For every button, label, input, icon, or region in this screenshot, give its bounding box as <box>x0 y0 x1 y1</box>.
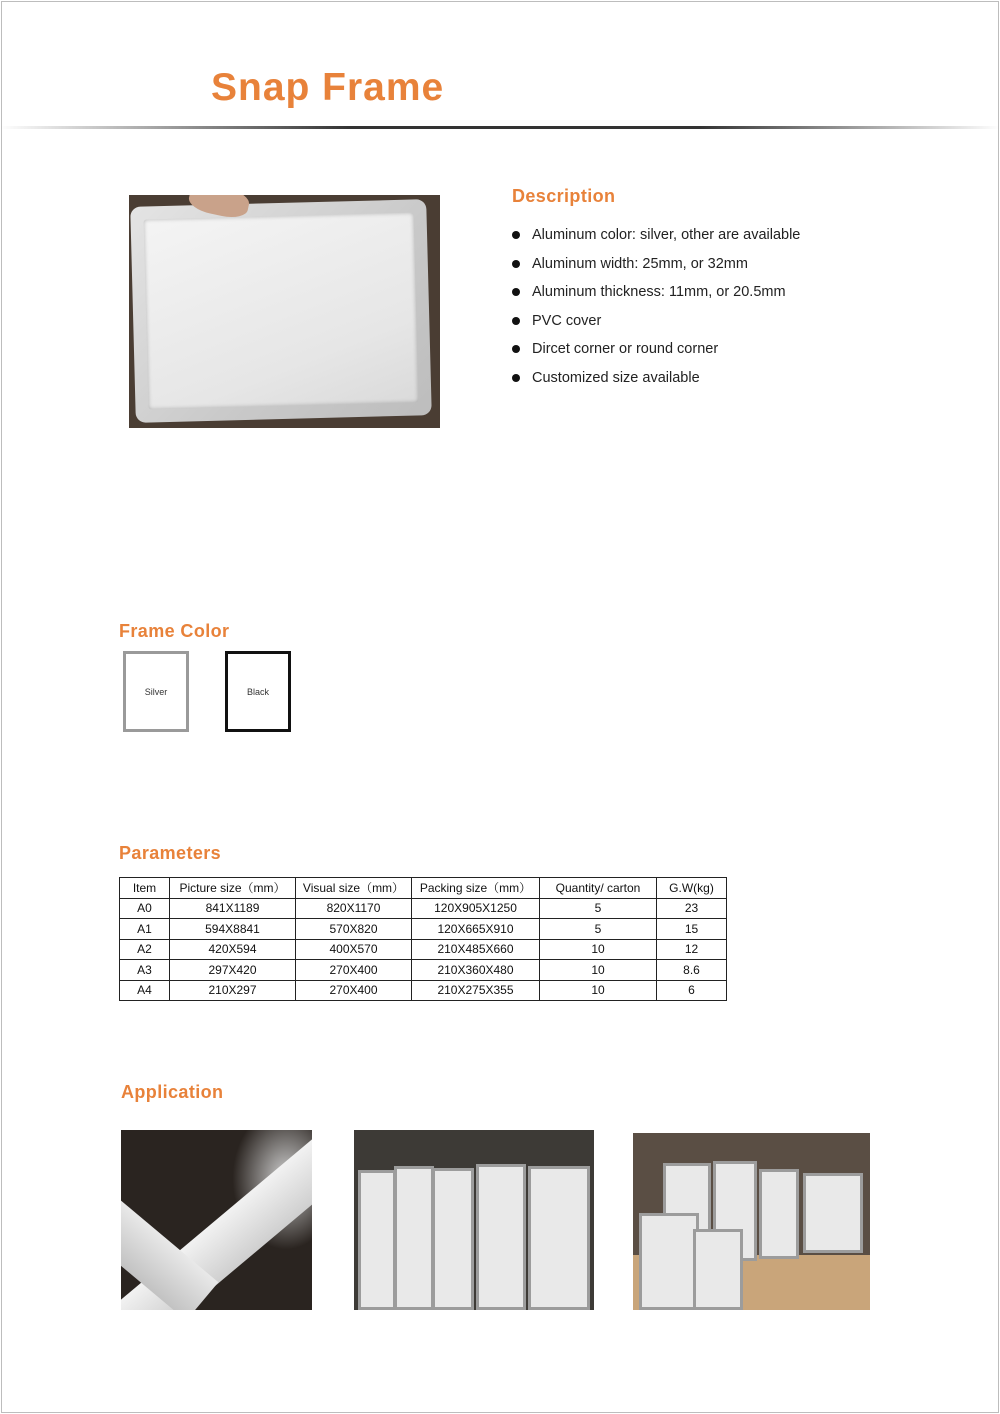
table-cell: 10 <box>540 960 657 981</box>
table-row <box>120 980 727 1001</box>
table-cell: 15 <box>657 919 727 940</box>
table-cell: 270X400 <box>296 980 412 1001</box>
frame-stack-image <box>394 1166 434 1310</box>
title-divider <box>0 126 1000 129</box>
description-item-text: Dircet corner or round corner <box>532 341 719 358</box>
description-item <box>512 311 952 340</box>
table-cell: 210X297 <box>170 980 296 1001</box>
description-list <box>512 225 952 397</box>
table-row <box>120 898 727 919</box>
application-photo-stock <box>354 1130 594 1310</box>
table-cell: 6 <box>657 980 727 1001</box>
bullet-icon <box>512 374 520 382</box>
snap-frame-image <box>130 199 432 423</box>
page-title: Snap Frame <box>211 66 445 109</box>
description-item <box>512 254 952 283</box>
description-item-text: Aluminum width: 25mm, or 32mm <box>532 255 748 272</box>
column-header: Quantity/ carton <box>540 878 657 899</box>
frame-stack-image <box>528 1166 590 1310</box>
table-cell: 820X1170 <box>296 898 412 919</box>
bullet-icon <box>512 317 520 325</box>
frame-stack-image <box>639 1213 699 1310</box>
table-cell: A0 <box>120 898 170 919</box>
table-cell: 120X905X1250 <box>412 898 540 919</box>
swatch-black <box>225 651 291 732</box>
swatch-silver <box>123 651 189 732</box>
parameters-table <box>119 877 727 1001</box>
table-cell: 210X275X355 <box>412 980 540 1001</box>
frame-stack-image <box>358 1170 396 1310</box>
table-cell: 5 <box>540 898 657 919</box>
table-cell: 400X570 <box>296 939 412 960</box>
table-cell: 5 <box>540 919 657 940</box>
column-header: Item <box>120 878 170 899</box>
table-cell: 10 <box>540 939 657 960</box>
column-header: Picture size（mm） <box>170 878 296 899</box>
table-cell: A1 <box>120 919 170 940</box>
bullet-icon <box>512 231 520 239</box>
swatch-label: Black <box>246 686 269 697</box>
table-cell: 270X400 <box>296 960 412 981</box>
parameters-heading: Parameters <box>119 843 222 863</box>
table-row <box>120 939 727 960</box>
table-cell: 10 <box>540 980 657 1001</box>
table-cell: 23 <box>657 898 727 919</box>
column-header: G.W(kg) <box>657 878 727 899</box>
table-cell: 594X8841 <box>170 919 296 940</box>
application-photo-warehouse <box>633 1133 870 1310</box>
table-cell: A4 <box>120 980 170 1001</box>
table-cell: 8.6 <box>657 960 727 981</box>
table-cell: 12 <box>657 939 727 960</box>
bullet-icon <box>512 288 520 296</box>
table-cell: 210X360X480 <box>412 960 540 981</box>
description-item <box>512 225 952 254</box>
frame-color-heading: Frame Color <box>119 621 230 641</box>
table-cell: 841X1189 <box>170 898 296 919</box>
application-photo-corner <box>121 1130 312 1310</box>
table-row <box>120 960 727 981</box>
table-cell: 210X485X660 <box>412 939 540 960</box>
frame-panel <box>144 212 419 409</box>
frame-stack-image <box>476 1164 526 1310</box>
column-header: Visual size（mm） <box>296 878 412 899</box>
table-header-row <box>120 878 727 899</box>
bullet-icon <box>512 345 520 353</box>
table-cell: 570X820 <box>296 919 412 940</box>
table-row <box>120 919 727 940</box>
description-item <box>512 368 952 397</box>
table-cell: 120X665X910 <box>412 919 540 940</box>
description-heading: Description <box>512 186 616 206</box>
table-cell: 420X594 <box>170 939 296 960</box>
application-heading: Application <box>121 1082 224 1102</box>
table-cell: A2 <box>120 939 170 960</box>
frame-stack-image <box>693 1229 743 1310</box>
table-cell: A3 <box>120 960 170 981</box>
description-item-text: Aluminum thickness: 11mm, or 20.5mm <box>532 284 786 301</box>
product-photo <box>129 195 440 428</box>
description-item <box>512 282 952 311</box>
description-item <box>512 339 952 368</box>
description-item-text: PVC cover <box>532 312 602 329</box>
swatch-label: Silver <box>144 686 168 697</box>
frame-stack-image <box>432 1168 474 1310</box>
column-header: Packing size（mm） <box>412 878 540 899</box>
description-item-text: Customized size available <box>532 369 700 386</box>
frame-stack-image <box>759 1169 799 1259</box>
table-cell: 297X420 <box>170 960 296 981</box>
bullet-icon <box>512 260 520 268</box>
frame-stack-image <box>803 1173 863 1253</box>
description-item-text: Aluminum color: silver, other are available <box>532 227 801 243</box>
